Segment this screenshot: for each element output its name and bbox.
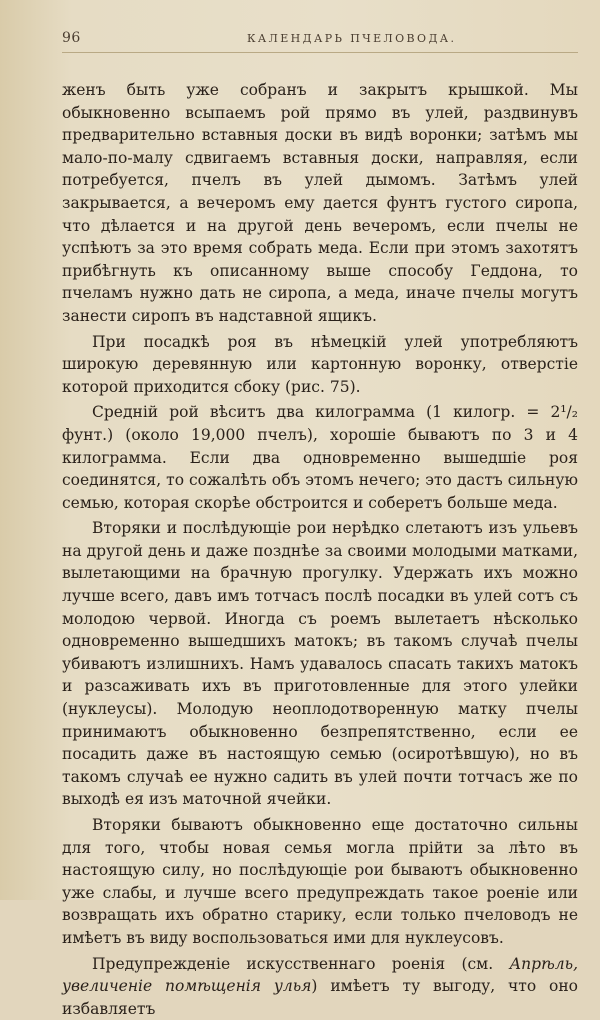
paragraph (62, 79, 578, 328)
paragraph (62, 953, 578, 1020)
paragraph-text: При посадкѣ роя въ нѣмецкій улей употребляютъ широкую деревянную или картонную воронку, отверстіе которой приходится сбоку (рис. 75). (62, 332, 578, 396)
paragraph-text: Предупрежденіе искусственнаго роенія (см. (92, 954, 510, 973)
paragraph-text: Средній рой вѣситъ два килограмма (1 килогр. = 2¹/₂ фунт.) (около 19,000 пчелъ), хорошіе бываютъ по 3 и 4 килограмма. Если два одновременно вышедшіе роя соединятся, то сожалѣть объ этомъ нечего; это дастъ сильную семью, которая скорѣе обстроится и соберетъ больше меда. (62, 403, 578, 512)
body-text (62, 79, 578, 1020)
italic-reference: Апрѣль, увеличеніе помѣщенія улья (62, 954, 578, 996)
page-number: 96 (62, 30, 81, 46)
running-title: КАЛЕНДАРЬ ПЧЕЛОВОДА. (247, 32, 457, 45)
paragraph-text: Вторяки бываютъ обыкновенно еще достаточно сильны для того, чтобы новая семья могла прійти за лѣто въ настоящую силу, но послѣдующіе рои бываютъ обыкновенно уже слабы, и лучше всего предупреждать такое роеніе или возвращать ихъ обратно старику, если только пчеловодъ не имѣетъ въ виду воспользоваться ими для нуклеусовъ. (62, 816, 578, 947)
paragraph-text: ) имѣетъ ту выгоду, что оно избавляетъ (62, 977, 578, 1018)
paragraph (62, 517, 578, 811)
paragraph-text: женъ быть уже собранъ и закрытъ крышкой. Мы обыкновенно всыпаемъ рой прямо въ улей, раздвинувъ предварительно вставныя доски въ видѣ воронки; затѣмъ мы мало-по-малу сдвигаемъ вставныя доски, направляя, если потребуется, пчелъ въ улей дымомъ. Затѣмъ улей закрывается, а вечеромъ ему дается фунтъ густого сиропа, что дѣлается и на другой день вечеромъ, если пчелы не успѣютъ за это время собрать меда. Если при этомъ захотятъ прибѣгнуть къ описанному выше способу Геддона, то пчеламъ нужно дать не сиропа, а меда, иначе пчелы могутъ занести сиропъ въ надставной ящикъ. (62, 81, 578, 325)
paragraph (62, 401, 578, 514)
paragraph (62, 331, 578, 399)
paragraph-text: Вторяки и послѣдующіе рои нерѣдко слетаютъ изъ ульевъ на другой день и даже позднѣе за своими молодыми матками, вылетающими на брачную прогулку. Удержать ихъ можно лучше всего, давъ имъ тотчасъ послѣ посадки въ улей сотъ съ молодою червой. Иногда съ роемъ вылетаетъ нѣсколько одновременно вышедшихъ матокъ; въ такомъ случаѣ пчелы убиваютъ излишнихъ. Намъ удавалось спасать такихъ матокъ и разсаживать ихъ въ приготовленные для этого улейки (нуклеусы). Молодую неоплодотворенную матку пчелы принимаютъ обыкновенно безпрепятственно, если ее посадить даже въ настоящую семью (осиротѣвшую), но въ такомъ случаѣ ее нужно садить въ улей почти тотчасъ же по выходѣ ея изъ маточной ячейки. (62, 519, 578, 809)
page-header (62, 28, 578, 53)
paragraph (62, 814, 578, 950)
